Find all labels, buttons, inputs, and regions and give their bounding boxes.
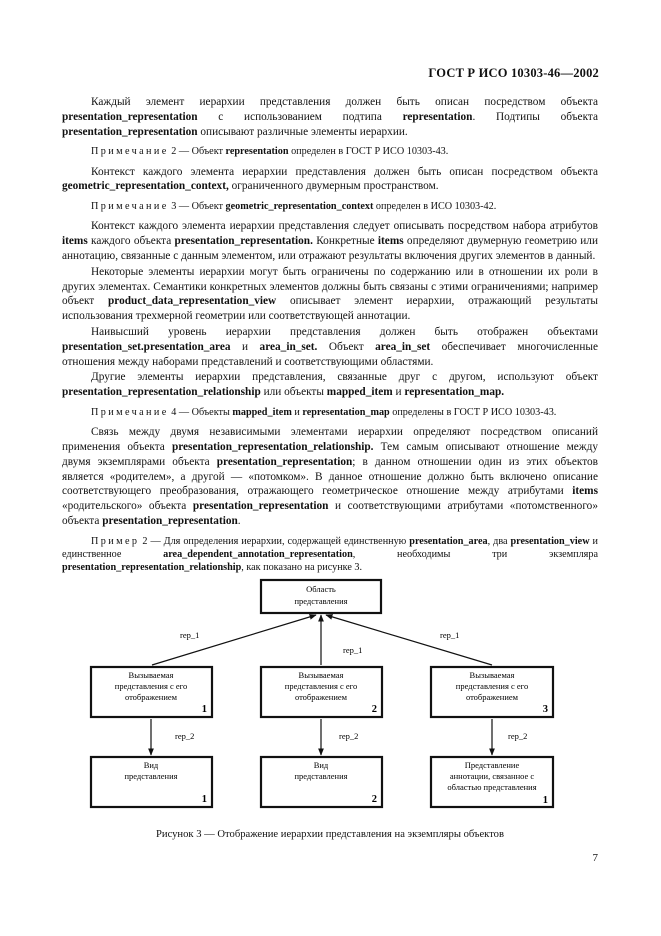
mid-box-3-line3: отображением xyxy=(465,692,519,702)
rep1-label-center: rep_1 xyxy=(343,645,363,655)
note-3: Примечание 3 — Объект geometric_representation_context определен в ИСО 10303-42. xyxy=(91,201,497,213)
mid-box-3-number: 3 xyxy=(542,704,548,715)
page-number: 7 xyxy=(592,852,598,864)
bottom-box-2-line2: представления xyxy=(294,771,348,781)
mid-box-2-line3: отображением xyxy=(294,692,348,702)
bottom-box-3-line2: аннотации, связанное с xyxy=(449,771,535,781)
bottom-box-1-line1: Вид xyxy=(143,760,159,770)
paragraph-5: Наивысший уровень иерархии представления должен быть отображен объектами presentation_set.presentation_area и area_in_set. Объект area_in_set обеспечивает многочисленные отношения между наборами представлений и соответствующими областями. xyxy=(62,325,598,368)
mid-box-3-line1: Вызываемая xyxy=(469,670,515,680)
rep2-label-2: rep_2 xyxy=(339,731,359,741)
paragraph-4: Некоторые элементы иерархии могут быть ограничены по содержанию или в отношении их роли в других элементах. Семантики конкретных элементов должны быть связаны с этими ограничениями; например объект product_data_representation_view описывает элемент иерархии, отражающий результаты использования трехмерной геометрии или соответствующей аннотации. xyxy=(62,265,599,323)
document-header: ГОСТ Р ИСО 10303-46—2002 xyxy=(428,66,599,80)
example-2: Пример 2 — Для определения иерархии, содержащей единственную presentation_area, два presentation_view и единственное area_dependent_annotation_representation, необходимы три экземпляра presentation_representation_relationship, как показано на рисунке 3. xyxy=(62,535,599,574)
presentation-area-label-line1: Область xyxy=(306,584,336,594)
rep2-label-3: rep_2 xyxy=(508,731,528,741)
bottom-box-2-line1: Вид xyxy=(313,760,329,770)
bottom-box-1-number: 1 xyxy=(201,794,207,805)
presentation-area-label-line2: представления xyxy=(294,596,348,606)
bottom-box-3-line1: Представление xyxy=(464,760,520,770)
bottom-box-1-line2: представления xyxy=(124,771,178,781)
mid-box-1-line2: представления с его xyxy=(114,681,188,691)
document-body xyxy=(62,95,598,580)
note-2: Примечание 2 — Объект representation определен в ГОСТ Р ИСО 10303-43. xyxy=(91,146,449,158)
rep1-label-right: rep_1 xyxy=(440,630,460,640)
bottom-box-3-line3: областью представления xyxy=(447,782,537,792)
mid-box-3-line2: представления с его xyxy=(455,681,529,691)
mid-box-2-line2: представления с его xyxy=(284,681,358,691)
rep1-label-left: rep_1 xyxy=(180,630,200,640)
mid-box-1-line1: Вызываемая xyxy=(128,670,174,680)
rep2-label-1: rep_2 xyxy=(175,731,195,741)
paragraph-2: Контекст каждого элемента иерархии представления должен быть описан посредством объекта geometric_representation_context, ограниченного двумерным пространством. xyxy=(62,165,598,193)
bottom-box-3-number: 1 xyxy=(542,795,548,806)
mid-box-2-line1: Вызываемая xyxy=(298,670,344,680)
mid-box-2-number: 2 xyxy=(371,704,377,715)
paragraph-3: Контекст каждого элемента иерархии представления следует описывать посредством набора атрибутов items каждого объекта presentation_representation. Конкретные items определяют двумерную геометрию или аннотацию, связанные с данным элементом, или отражают результаты включения других элементов в данный. xyxy=(62,220,598,262)
bottom-box-2-number: 2 xyxy=(371,794,377,805)
hierarchy-diagram xyxy=(62,578,598,818)
note-4: Примечание 4 — Объекты mapped_item и representation_map определены в ГОСТ Р ИСО 10303-43. xyxy=(91,406,557,418)
figure-caption: Рисунок 3 — Отображение иерархии представления на экземпляры объектов xyxy=(156,829,504,840)
rep1-arrow-right xyxy=(326,615,492,665)
paragraph-6: Другие элементы иерархии представления, связанные друг с другом, используют объект presentation_representation_relationship или объекты mapped_item и representation_map. xyxy=(62,371,598,399)
paragraph-7: Связь между двумя независимыми элементами иерархии определяют посредством описаний применения объекта presentation_representation_relationship. Тем самым описывают отношение между двумя экземплярами объекта presentation_representation; в данном отношении один из этих объектов является «родителем», а другой — «потомком». В данное отношение должно быть включено описание соответствующего преобразования, отражающего геометрическое отношение между атрибутами items «родительского» объекта presentation_representation и соответствующими атрибутами «потомственного» объекта presentation_representation. xyxy=(62,426,598,527)
rep1-arrow-left xyxy=(152,615,316,665)
mid-box-1-number: 1 xyxy=(201,704,207,715)
mid-box-1-line3: отображением xyxy=(124,692,178,702)
paragraph-1: Каждый элемент иерархии представления должен быть описан посредством объекта presentation_representation с использованием подтипа representation. Подтипы объекта presentation_representation описывают различные элементы иерархии. xyxy=(62,96,598,138)
